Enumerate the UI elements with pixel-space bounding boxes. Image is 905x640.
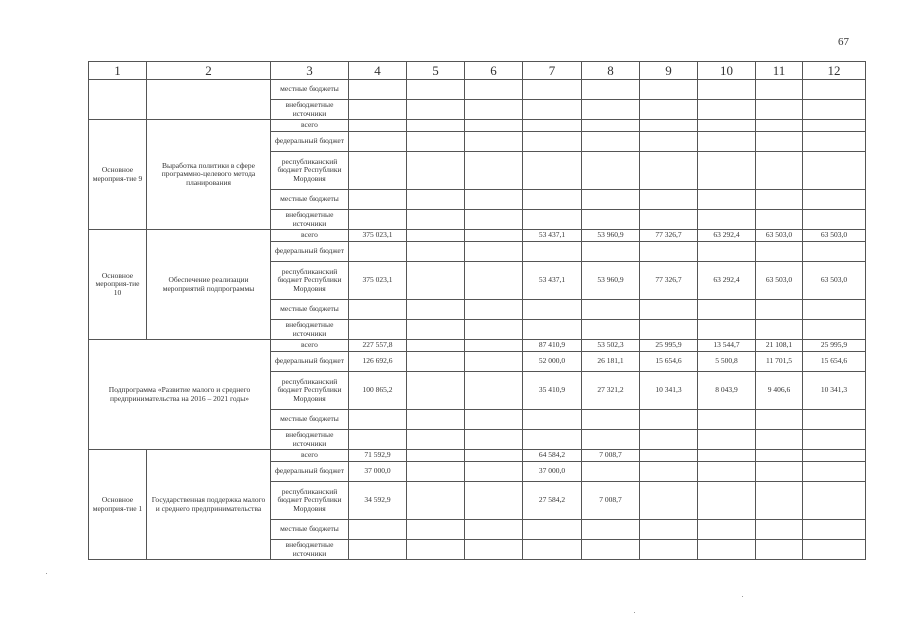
value-cell [640,482,698,520]
page-number: 67 [838,36,849,48]
value-cell: 375 023,1 [349,230,407,242]
cell [756,152,803,190]
cell [640,320,698,340]
cell [803,120,866,132]
cell [407,520,465,540]
cell [407,300,465,320]
cell [407,152,465,190]
cell [803,520,866,540]
cell [523,132,582,152]
value-cell: 34 592,9 [349,482,407,520]
source-extra: внебюджетные источники [271,320,349,340]
cell [407,320,465,340]
cell [698,210,756,230]
cell [147,80,271,120]
col-header: 12 [803,62,866,80]
value-cell [698,462,756,482]
value-cell [803,462,866,482]
value-cell: 63 503,0 [803,262,866,300]
value-cell [407,262,465,300]
cell [698,132,756,152]
source-extra: внебюджетные источники [271,210,349,230]
cell [803,242,866,262]
cell [523,210,582,230]
cell [582,242,640,262]
value-cell: 8 043,9 [698,372,756,410]
cell [349,410,407,430]
subprogram-title: Подпрограмма «Развитие малого и среднего предпринимательства на 2016 – 2021 годы» [89,340,271,450]
value-cell: 27 321,2 [582,372,640,410]
cell [756,120,803,132]
value-cell: 25 995,9 [803,340,866,352]
activity-title: Государственная поддержка малого и среднего предпринимательства [147,450,271,560]
cell [640,80,698,100]
cell [803,320,866,340]
cell [582,300,640,320]
table-row [89,230,866,242]
cell [465,520,523,540]
source-local: местные бюджеты [271,300,349,320]
cell [582,520,640,540]
value-cell [465,340,523,352]
cell [465,132,523,152]
cell [756,190,803,210]
cell [349,152,407,190]
value-cell: 63 292,4 [698,262,756,300]
source-republic: республиканский бюджет Республики Мордовия [271,482,349,520]
value-cell: 10 341,3 [803,372,866,410]
table-row [89,120,866,132]
value-cell: 53 437,1 [523,230,582,242]
activity-title: Обеспечение реализации мероприятий подпрограммы [147,230,271,340]
table-row [89,450,866,462]
cell [756,430,803,450]
source-total: всего [271,450,349,462]
cell [465,152,523,190]
value-cell: 71 592,9 [349,450,407,462]
value-cell: 10 341,3 [640,372,698,410]
col-header: 7 [523,62,582,80]
value-cell [756,462,803,482]
value-cell: 26 181,1 [582,352,640,372]
cell [803,210,866,230]
cell [407,410,465,430]
cell [407,100,465,120]
source-republic: республиканский бюджет Республики Мордовия [271,152,349,190]
col-header: 4 [349,62,407,80]
cell [698,190,756,210]
value-cell: 53 502,3 [582,340,640,352]
value-cell: 15 654,6 [803,352,866,372]
cell [803,410,866,430]
value-cell: 63 503,0 [756,230,803,242]
cell [803,300,866,320]
cell [756,320,803,340]
source-republic: республиканский бюджет Республики Мордовия [271,262,349,300]
cell [698,120,756,132]
value-cell [465,482,523,520]
cell [582,120,640,132]
source-local: местные бюджеты [271,80,349,100]
source-extra: внебюджетные источники [271,100,349,120]
value-cell [465,230,523,242]
cell [582,430,640,450]
cell [465,410,523,430]
value-cell: 77 326,7 [640,230,698,242]
col-header: 11 [756,62,803,80]
source-total: всего [271,120,349,132]
cell [582,210,640,230]
cell [756,410,803,430]
source-extra: внебюджетные источники [271,430,349,450]
cell [582,190,640,210]
value-cell: 375 023,1 [349,262,407,300]
cell [756,132,803,152]
cell [640,152,698,190]
cell [407,120,465,132]
value-cell [582,462,640,482]
value-cell [465,462,523,482]
cell [698,80,756,100]
value-cell [407,340,465,352]
cell [582,410,640,430]
cell [89,80,147,120]
cell [582,540,640,560]
value-cell [640,450,698,462]
value-cell [407,450,465,462]
source-total: всего [271,230,349,242]
cell [465,80,523,100]
cell [465,120,523,132]
value-cell: 77 326,7 [640,262,698,300]
scan-speck [46,573,47,574]
activity-label: Основное мероприя-тие 1 [89,450,147,560]
cell [407,132,465,152]
cell [407,210,465,230]
value-cell [698,450,756,462]
cell [640,430,698,450]
table-row [89,340,866,352]
source-total: всего [271,340,349,352]
cell [349,242,407,262]
value-cell [803,482,866,520]
source-federal: федеральный бюджет [271,352,349,372]
value-cell [465,352,523,372]
cell [803,540,866,560]
value-cell: 53 960,9 [582,262,640,300]
cell [698,100,756,120]
cell [640,120,698,132]
cell [640,242,698,262]
cell [407,190,465,210]
value-cell [465,262,523,300]
value-cell: 7 008,7 [582,450,640,462]
cell [803,430,866,450]
value-cell: 7 008,7 [582,482,640,520]
activity-label: Основное мероприя-тие 9 [89,120,147,230]
col-header: 10 [698,62,756,80]
cell [349,300,407,320]
cell [698,430,756,450]
cell [698,520,756,540]
cell [582,152,640,190]
cell [465,190,523,210]
value-cell: 11 701,5 [756,352,803,372]
cell [698,242,756,262]
source-extra: внебюджетные источники [271,540,349,560]
cell [582,100,640,120]
value-cell [640,462,698,482]
budget-table [88,61,866,560]
value-cell [803,450,866,462]
cell [582,132,640,152]
value-cell: 100 865,2 [349,372,407,410]
scan-speck [634,612,635,613]
value-cell [756,450,803,462]
value-cell: 126 692,6 [349,352,407,372]
cell [523,520,582,540]
value-cell: 87 410,9 [523,340,582,352]
value-cell: 13 544,7 [698,340,756,352]
cell [407,430,465,450]
value-cell: 37 000,0 [349,462,407,482]
value-cell [465,372,523,410]
value-cell: 227 557,8 [349,340,407,352]
cell [698,320,756,340]
source-republic: республиканский бюджет Республики Мордовия [271,372,349,410]
col-header: 9 [640,62,698,80]
cell [523,120,582,132]
cell [349,210,407,230]
value-cell: 64 584,2 [523,450,582,462]
cell [349,540,407,560]
cell [523,190,582,210]
cell [465,540,523,560]
cell [582,320,640,340]
value-cell [756,482,803,520]
cell [756,80,803,100]
col-header: 8 [582,62,640,80]
cell [465,100,523,120]
cell [640,540,698,560]
value-cell [407,352,465,372]
cell [465,300,523,320]
cell [756,210,803,230]
cell [523,242,582,262]
cell [407,540,465,560]
cell [523,80,582,100]
cell [640,100,698,120]
value-cell [407,482,465,520]
cell [349,100,407,120]
cell [349,132,407,152]
value-cell [407,230,465,242]
value-cell: 53 437,1 [523,262,582,300]
source-local: местные бюджеты [271,520,349,540]
value-cell [465,450,523,462]
cell [523,152,582,190]
value-cell: 25 995,9 [640,340,698,352]
cell [465,320,523,340]
value-cell: 53 960,9 [582,230,640,242]
cell [407,242,465,262]
source-federal: федеральный бюджет [271,132,349,152]
cell [698,300,756,320]
value-cell: 21 108,1 [756,340,803,352]
cell [803,132,866,152]
scan-speck [742,596,743,597]
cell [582,80,640,100]
cell [698,410,756,430]
table-row [89,80,866,100]
cell [640,520,698,540]
cell [756,520,803,540]
cell [803,190,866,210]
col-header: 5 [407,62,465,80]
cell [523,410,582,430]
cell [523,300,582,320]
cell [407,80,465,100]
source-federal: федеральный бюджет [271,462,349,482]
cell [756,100,803,120]
source-federal: федеральный бюджет [271,242,349,262]
cell [523,320,582,340]
value-cell: 15 654,6 [640,352,698,372]
cell [803,80,866,100]
value-cell: 35 410,9 [523,372,582,410]
col-header: 6 [465,62,523,80]
cell [698,540,756,560]
cell [349,120,407,132]
value-cell: 9 406,6 [756,372,803,410]
cell [523,540,582,560]
table-header [89,62,866,80]
value-cell [698,482,756,520]
cell [349,190,407,210]
cell [803,100,866,120]
value-cell: 52 000,0 [523,352,582,372]
cell [465,242,523,262]
value-cell: 63 503,0 [803,230,866,242]
cell [349,80,407,100]
cell [523,100,582,120]
source-local: местные бюджеты [271,190,349,210]
value-cell [407,372,465,410]
value-cell: 27 584,2 [523,482,582,520]
cell [349,430,407,450]
cell [756,540,803,560]
col-header: 1 [89,62,147,80]
activity-label: Основное мероприя-тие 10 [89,230,147,340]
source-local: местные бюджеты [271,410,349,430]
activity-title: Выработка политики в сфере программно-целевого метода планирования [147,120,271,230]
col-header: 2 [147,62,271,80]
cell [465,210,523,230]
cell [756,242,803,262]
value-cell: 63 292,4 [698,230,756,242]
cell [640,190,698,210]
cell [523,430,582,450]
cell [640,132,698,152]
cell [465,430,523,450]
value-cell: 5 500,8 [698,352,756,372]
value-cell: 63 503,0 [756,262,803,300]
cell [640,210,698,230]
cell [349,320,407,340]
value-cell [407,462,465,482]
cell [640,410,698,430]
col-header: 3 [271,62,349,80]
cell [349,520,407,540]
cell [640,300,698,320]
cell [756,300,803,320]
cell [803,152,866,190]
cell [698,152,756,190]
value-cell: 37 000,0 [523,462,582,482]
